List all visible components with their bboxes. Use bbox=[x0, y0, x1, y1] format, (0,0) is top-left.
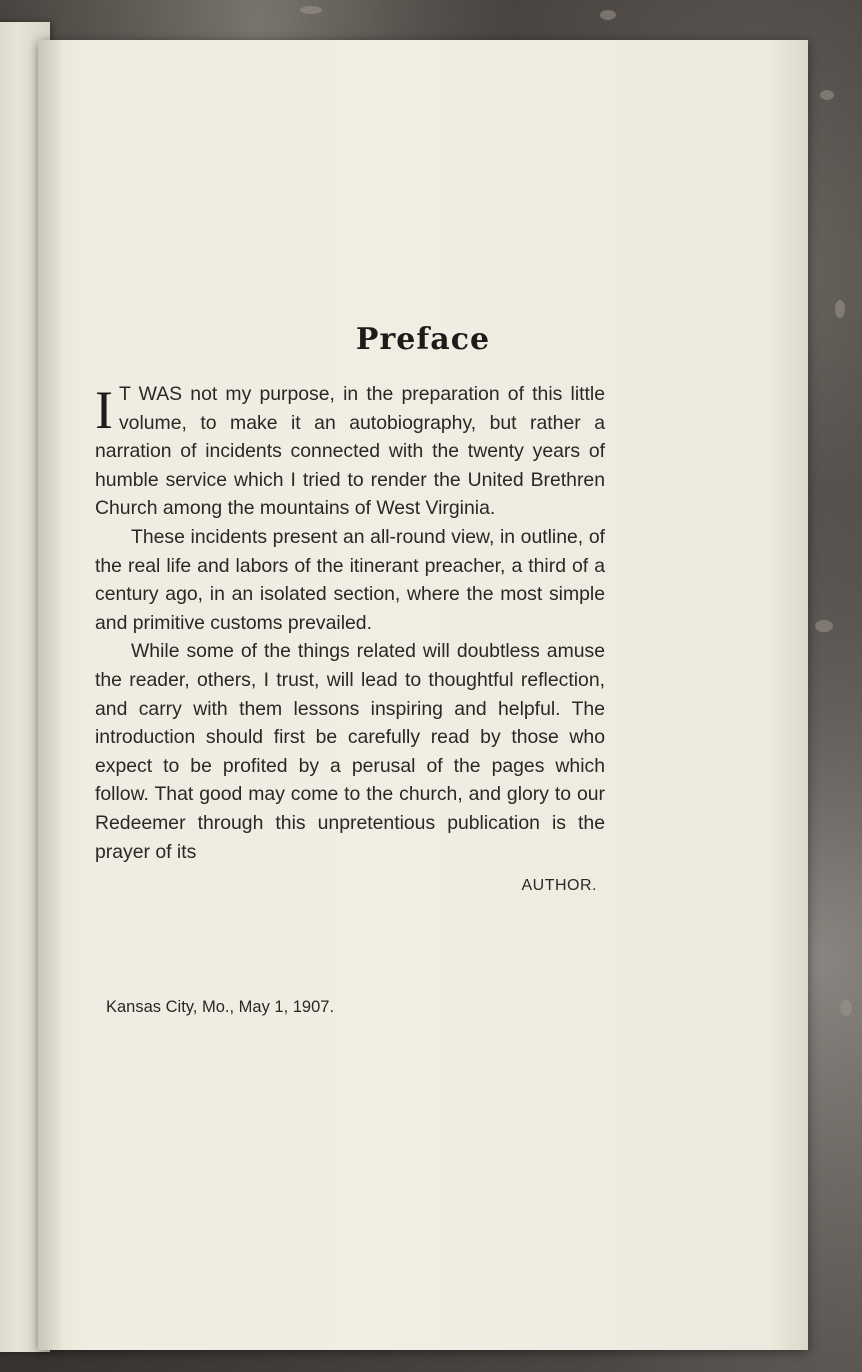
drop-cap: I bbox=[95, 380, 113, 440]
granite-speck bbox=[840, 1000, 852, 1016]
author-signature: AUTHOR. bbox=[521, 877, 597, 895]
granite-speck bbox=[815, 620, 833, 632]
paragraph-1-text: T WAS not my purpose, in the preparation of this little volume, to make it an autobiography, but rather a narration of incidents connected with the twenty years of humble service which I tried to render the United Brethren Church among the mountains of West Virginia. bbox=[95, 383, 605, 520]
granite-speck bbox=[820, 90, 834, 100]
paragraph-2: These incidents present an all-round view, in outline, of the real life and labors of the itinerant preacher, a third of a century ago, in an isolated section, where the most simple and primitive customs prevailed. bbox=[95, 525, 605, 634]
paragraph-3: While some of the things related will doubtless amuse the reader, others, I trust, will lead to thoughtful reflection, and carry with them lessons inspiring and helpful. The introduction should first be carefully read by those who expect to be profited by a perusal of the pages which follow. That good may come to the church, and glory to our Redeemer through this unpretentious publication is the prayer of its bbox=[95, 640, 605, 863]
book-page bbox=[38, 40, 808, 1350]
granite-speck bbox=[835, 300, 845, 318]
page-title: Preface bbox=[355, 322, 491, 357]
dateline: Kansas City, Mo., May 1, 1907. bbox=[106, 998, 335, 1016]
page-gutter bbox=[38, 40, 60, 1350]
paragraph-1 bbox=[95, 380, 605, 523]
preface-body bbox=[95, 380, 605, 901]
granite-speck bbox=[600, 10, 616, 20]
granite-speck bbox=[300, 6, 322, 14]
